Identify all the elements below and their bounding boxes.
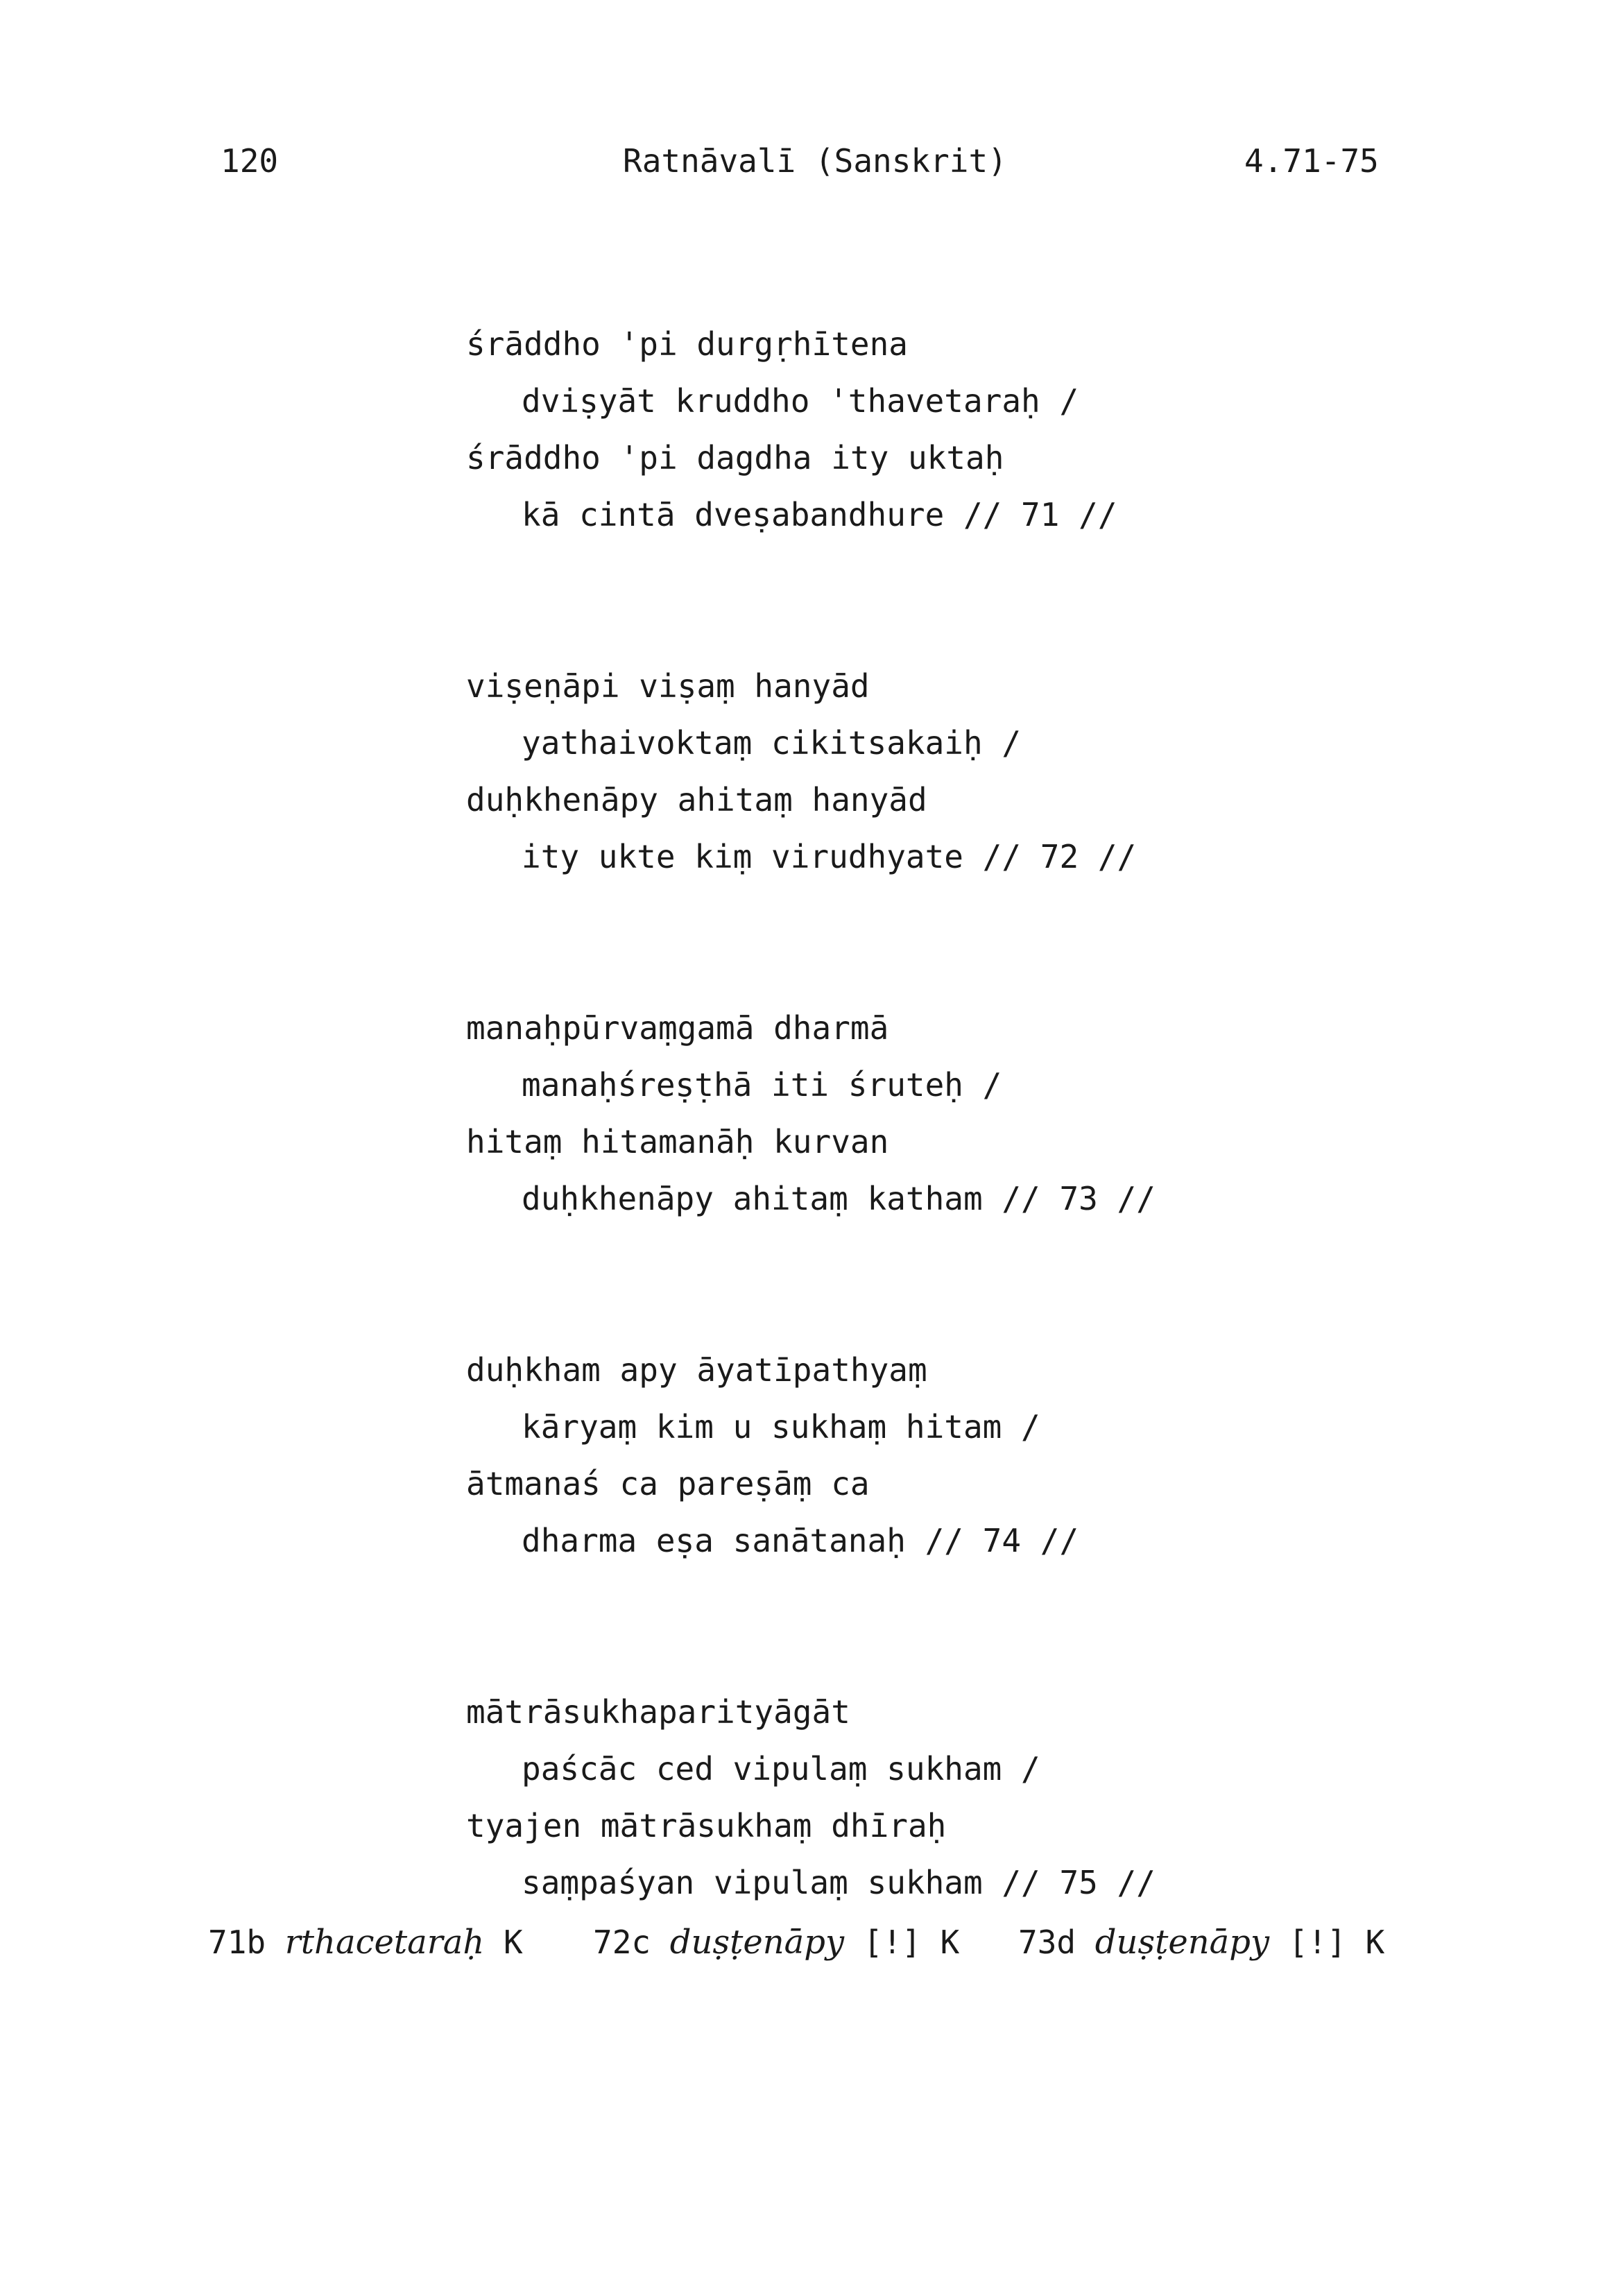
verse-line: ity ukte kiṃ virudhyate // 72 // bbox=[522, 838, 1137, 875]
verse-line: saṃpaśyan vipulaṃ sukham // 75 // bbox=[522, 1864, 1156, 1901]
verse-line: śrāddho 'pi dagdha ity uktaḥ bbox=[466, 439, 1004, 477]
page-number: 120 bbox=[221, 142, 279, 180]
verse-line: duḥkhenāpy ahitaṃ katham // 73 // bbox=[522, 1180, 1156, 1217]
verse-line: tyajen mātrāsukhaṃ dhīraḥ bbox=[466, 1807, 947, 1844]
page-header bbox=[0, 142, 1623, 184]
footnote-reading: duṣṭenāpy bbox=[1094, 1923, 1270, 1962]
footnotes bbox=[208, 1923, 1415, 2110]
verse-71 bbox=[0, 316, 1623, 543]
verse-line: duḥkhenāpy ahitaṃ hanyād bbox=[466, 781, 927, 819]
footnote bbox=[1018, 1923, 1384, 1962]
verse-line: ātmanaś ca pareṣāṃ ca bbox=[466, 1465, 870, 1502]
verse-line: duḥkham apy āyatīpathyaṃ bbox=[466, 1351, 927, 1389]
footnote-reading: duṣṭenāpy bbox=[669, 1923, 845, 1962]
footnote-note: [!] bbox=[1288, 1924, 1346, 1961]
verse-74 bbox=[0, 1342, 1623, 1569]
verse-line: yathaivoktaṃ cikitsakaiḥ / bbox=[522, 724, 1022, 762]
verse-line: dharma eṣa sanātanaḥ // 74 // bbox=[522, 1522, 1079, 1559]
footnote-ref: 73d bbox=[1018, 1924, 1076, 1961]
verse-line: manaḥśreṣṭhā iti śruteḥ / bbox=[522, 1066, 1002, 1104]
footnote bbox=[208, 1923, 523, 1962]
verse-75 bbox=[0, 1684, 1623, 1911]
verse-line: hitaṃ hitamanāḥ kurvan bbox=[466, 1123, 889, 1160]
verse-line: manaḥpūrvaṃgamā dharmā bbox=[466, 1009, 889, 1047]
footnote-witness: K bbox=[503, 1924, 523, 1961]
verse-73 bbox=[0, 1000, 1623, 1227]
footnote-note: [!] bbox=[863, 1924, 921, 1961]
verse-range: 4.71-75 bbox=[1244, 142, 1379, 180]
footnote-reading: rthacetaraḥ bbox=[284, 1923, 485, 1962]
footnote-ref: 71b bbox=[208, 1924, 266, 1961]
verse-line: kā cintā dveṣabandhure // 71 // bbox=[522, 496, 1117, 533]
verse-line: dviṣyāt kruddho 'thavetaraḥ / bbox=[522, 382, 1079, 420]
verse-line: kāryaṃ kim u sukhaṃ hitam / bbox=[522, 1408, 1040, 1446]
verse-line: paścāc ced vipulaṃ sukham / bbox=[522, 1750, 1040, 1788]
verse-line: mātrāsukhaparityāgāt bbox=[466, 1693, 850, 1731]
footnote-witness: K bbox=[1365, 1924, 1385, 1961]
footnote-witness: K bbox=[940, 1924, 960, 1961]
verse-line: viṣeṇāpi viṣaṃ hanyād bbox=[466, 667, 870, 705]
verse-line: śrāddho 'pi durgṛhītena bbox=[466, 325, 908, 363]
verse-72 bbox=[0, 658, 1623, 885]
verse-list bbox=[0, 316, 1623, 2025]
footnote-ref: 72c bbox=[593, 1924, 651, 1961]
footnote bbox=[593, 1923, 959, 1962]
running-title: Ratnāvalī (Sanskrit) bbox=[623, 142, 1007, 180]
